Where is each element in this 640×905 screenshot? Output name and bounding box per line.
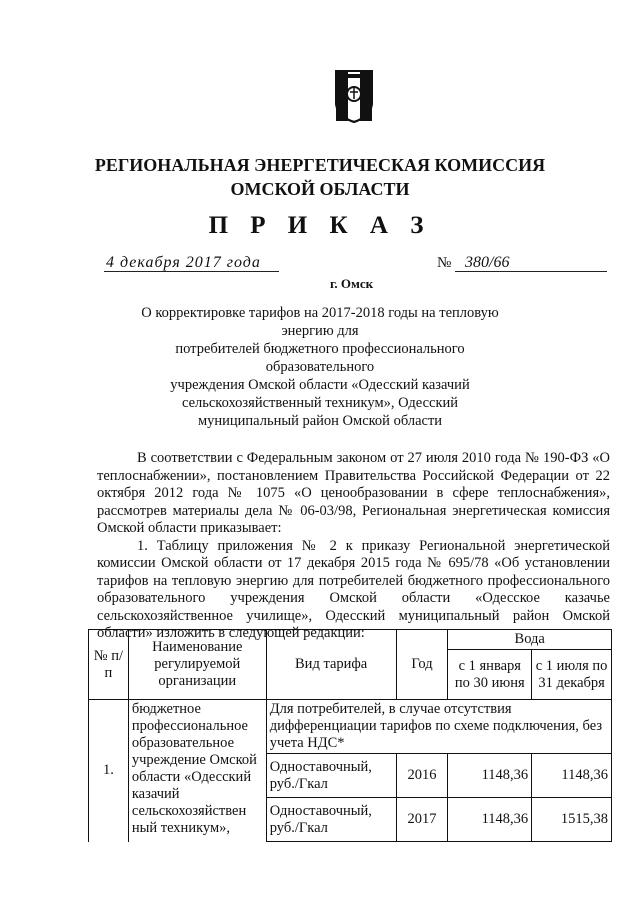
header-period-second-half: с 1 июля по 31 декабря xyxy=(532,650,612,700)
omsk-coat-of-arms-icon xyxy=(333,68,375,124)
subject-line: учреждения Омской области «Одесский казачий xyxy=(170,377,470,393)
order-number xyxy=(437,254,607,274)
header-tariff-type: Вид тарифа xyxy=(266,630,396,700)
header-period-first-half: с 1 января по 30 июня xyxy=(448,650,532,700)
header-organization: Наименование регулируемой организации xyxy=(128,630,266,700)
body-paragraph-preamble: В соответствии с Федеральным законом от 27 июля 2010 года № 190-ФЗ «О теплоснабжении», постановлением Правительства Российской Федерации от 22 октября 2012 года № 1075 «О ценообразовании в сфере теплоснабжения», рассмотрев материалы дела № 06-03/98, Региональная энергетическая комиссия Омской области приказывает: xyxy=(97,450,610,536)
order-date-handwritten: 4 декабря 2017 года xyxy=(106,254,261,271)
header-water: Вода xyxy=(448,630,612,650)
body-paragraph-item-1: 1. Таблицу приложения № 2 к приказу Региональной энергетической комиссии Омской области от 17 декабря 2015 года № 695/78 «Об установлении тарифов на тепловую энергию для потребителей бюджетного профессионального образовательного учреждения Омской области «Одесское казачье сельскохозяйственное училище», Одесский муниципальный район Омской области» изложить в следующей редакции: xyxy=(97,537,610,641)
value-second-half-cell: 1515,38 xyxy=(532,798,612,842)
order-body xyxy=(97,450,610,643)
order-number-handwritten: 380/66 xyxy=(465,254,510,271)
subject-line: потребителей бюджетного профессионального образовательного xyxy=(175,341,465,375)
organization-name-line2: ОМСКОЙ ОБЛАСТИ xyxy=(230,179,410,199)
consumers-note-cell: Для потребителей, в случае отсутствия дифференциации тарифов по схеме подключения, без учета НДС* xyxy=(266,700,611,754)
value-second-half-cell: 1148,36 xyxy=(532,754,612,798)
order-subject xyxy=(120,304,520,430)
row-number-cell: 1. xyxy=(89,700,129,842)
number-underline xyxy=(455,271,607,272)
subject-line: О корректировке тарифов на 2017-2018 годы на тепловую энергию для xyxy=(141,305,499,339)
tariff-table xyxy=(88,629,612,842)
header-row-number: № п/п xyxy=(89,630,129,700)
year-cell: 2017 xyxy=(396,798,448,842)
tariff-type-cell: Одноставочный, руб./Гкал xyxy=(266,754,396,798)
date-underline xyxy=(104,271,279,272)
tariff-type-cell: Одноставочный, руб./Гкал xyxy=(266,798,396,842)
value-first-half-cell: 1148,36 xyxy=(448,754,532,798)
order-number-label: № xyxy=(437,255,452,271)
organization-name-line1: РЕГИОНАЛЬНАЯ ЭНЕРГЕТИЧЕСКАЯ КОМИССИЯ xyxy=(94,155,546,175)
header-year: Год xyxy=(396,630,448,700)
year-cell: 2016 xyxy=(396,754,448,798)
subject-line: сельскохозяйственный техникум», Одесский xyxy=(181,395,459,411)
document-type-title: П Р И К А З xyxy=(208,212,432,239)
order-date xyxy=(104,254,279,274)
city-label: г. Омск xyxy=(330,276,374,291)
value-first-half-cell: 1148,36 xyxy=(448,798,532,842)
organization-name-cell: бюджетное профессиональное образовательное учреждение Омской области «Одесский казачий сельскохозяйствен ный техникум», xyxy=(128,700,266,842)
subject-line: муниципальный район Омской области xyxy=(197,413,443,429)
